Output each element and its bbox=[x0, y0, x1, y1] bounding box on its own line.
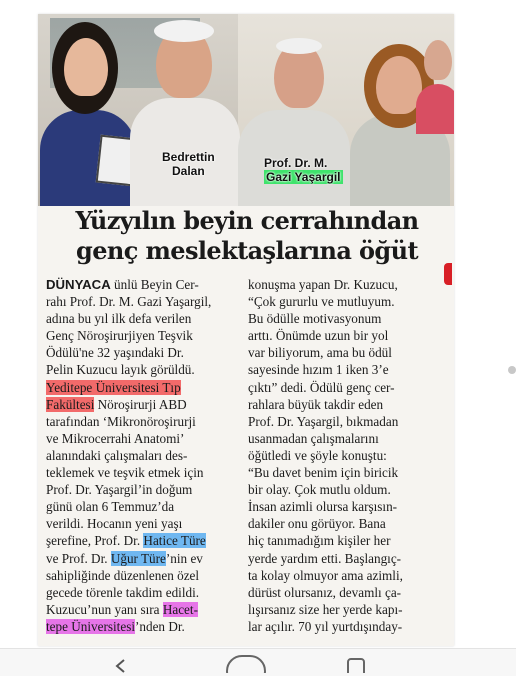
article-text: lışırsanız size her yerde kapı- bbox=[248, 601, 403, 617]
article-line bbox=[46, 464, 242, 481]
article-text: bir olay. Çok mutlu oldum. bbox=[248, 482, 391, 498]
article-text: ünlü Beyin Cer- bbox=[110, 277, 199, 292]
article-text: “Bu davet benim için biricik bbox=[248, 465, 399, 481]
article-text: ta kolay olmuyor ama azimli, bbox=[248, 567, 403, 583]
caption-left-line: Bedrettin bbox=[162, 150, 215, 164]
person-hair bbox=[276, 38, 322, 54]
article-line bbox=[248, 584, 444, 601]
article-line bbox=[46, 584, 242, 601]
article-text: Bu ödülle motivasyonum bbox=[248, 311, 382, 327]
article-text: verildi. Hocanın yeni yaşı bbox=[46, 516, 183, 532]
article-line bbox=[46, 481, 242, 498]
article-text: İnsan azimli olursa karşısın- bbox=[248, 499, 398, 515]
article-line bbox=[46, 413, 242, 430]
article-text: sayesinde hızım 1 iken 3’e bbox=[248, 362, 389, 378]
article-text: ve Prof. Dr. bbox=[46, 550, 111, 566]
article-line bbox=[46, 515, 242, 532]
article-line bbox=[248, 361, 444, 378]
article-line bbox=[248, 601, 444, 618]
article-line bbox=[46, 361, 242, 378]
article-text: Kuzucu’nun yanı sıra bbox=[46, 601, 163, 617]
person-hair bbox=[154, 20, 214, 42]
article-line bbox=[46, 344, 242, 361]
article-text: “Çok gururlu ve mutluyum. bbox=[248, 294, 395, 310]
article-line bbox=[248, 532, 444, 549]
article-line bbox=[248, 567, 444, 584]
highlighted-text: Uğur Türe bbox=[110, 550, 166, 566]
article-text: Nöroşirurji ABD bbox=[94, 396, 187, 412]
article-line bbox=[46, 601, 242, 618]
person-face bbox=[424, 40, 452, 80]
photo-caption-right bbox=[264, 156, 343, 184]
article-text: rahı Prof. Dr. M. Gazi Yaşargil, bbox=[46, 294, 212, 310]
article-text: Genç Nöroşirurjiyen Teşvik bbox=[46, 328, 193, 344]
person-body bbox=[416, 84, 454, 134]
article-line bbox=[248, 344, 444, 361]
article-text: sahipliğinde düzenlenen özel bbox=[46, 567, 200, 583]
article-text: dürüst olursanız, devamlı ça- bbox=[248, 584, 402, 600]
article-line bbox=[248, 498, 444, 515]
caption-right-line: Prof. Dr. M. bbox=[264, 156, 328, 170]
headline-line: Yüzyılın beyin cerrahından bbox=[75, 206, 419, 235]
article-text: usanmadan çalışmalarını bbox=[248, 430, 379, 446]
article-line bbox=[248, 327, 444, 344]
article-line bbox=[248, 464, 444, 481]
headline bbox=[42, 206, 452, 266]
newspaper-clipping bbox=[38, 14, 454, 646]
article-line bbox=[248, 396, 444, 413]
article-text: Prof. Dr. Yaşargil’in doğum bbox=[46, 482, 193, 498]
article-text: şerefine, Prof. Dr. bbox=[46, 533, 144, 549]
article-text: yerde yardım etti. Başlangıç- bbox=[248, 550, 402, 566]
article-line bbox=[248, 310, 444, 327]
article-line bbox=[248, 447, 444, 464]
article-text: Ödülü'ne 32 yaşındaki Dr. bbox=[46, 345, 184, 361]
highlighted-text: Yeditepe Üniversitesi Tıp bbox=[46, 379, 181, 395]
article-line bbox=[46, 276, 242, 293]
article-line bbox=[46, 447, 242, 464]
article-text: ’nden Dr. bbox=[135, 618, 185, 634]
article-line bbox=[248, 293, 444, 310]
article-line bbox=[46, 532, 242, 549]
article-text: konuşma yapan Dr. Kuzucu, bbox=[248, 277, 398, 292]
highlighted-text: Hacet- bbox=[162, 601, 198, 617]
caption-right-highlight: Gazi Yaşargil bbox=[266, 170, 341, 184]
back-icon[interactable] bbox=[112, 659, 130, 678]
bookmark-marker bbox=[444, 263, 452, 285]
person-face bbox=[64, 38, 108, 96]
article-line bbox=[248, 550, 444, 567]
article-line bbox=[248, 481, 444, 498]
article-text: arttı. Önümde uzun bir yol bbox=[248, 328, 389, 344]
article-text: ve Mikrocerrahi Anatomi’ bbox=[46, 430, 185, 446]
article-text: günü olan 6 Temmuz’da bbox=[46, 499, 175, 515]
article-line bbox=[46, 567, 242, 584]
article-text: gecede törenle takdim edildi. bbox=[46, 584, 200, 600]
article-text: lar açılır. 70 yıl yurtdışınday- bbox=[248, 618, 403, 634]
article-line bbox=[46, 550, 242, 567]
article-text: Prof. Dr. Yaşargil, bıkmadan bbox=[248, 413, 399, 429]
article-line bbox=[46, 379, 242, 396]
article-line bbox=[248, 618, 444, 635]
highlighted-text: tepe Üniversitesi bbox=[46, 618, 135, 634]
article-text: çıktı” dedi. Ödülü genç cer- bbox=[248, 379, 395, 395]
headline-line: genç meslektaşlarına öğüt bbox=[76, 236, 418, 265]
article-text: var biliyorum, ama bu ödül bbox=[248, 345, 392, 361]
article-line bbox=[46, 327, 242, 344]
article-text: adına bu yıl ilk defa verilen bbox=[46, 311, 192, 327]
article-line bbox=[248, 379, 444, 396]
article-text: tarafından ‘Mikronöroşirurji bbox=[46, 413, 196, 429]
article-line bbox=[46, 310, 242, 327]
article-line bbox=[248, 413, 444, 430]
caption-left-line: Dalan bbox=[171, 164, 205, 178]
highlighted-text: Fakültesi bbox=[46, 396, 95, 412]
article-text: alanındaki çalışmaları des- bbox=[46, 447, 188, 463]
article-text: ’nin ev bbox=[165, 550, 203, 566]
photo-caption-left bbox=[162, 150, 215, 178]
article-line bbox=[248, 430, 444, 447]
article-line bbox=[248, 515, 444, 532]
lead-word: DÜNYACA bbox=[46, 277, 111, 292]
article-text: rahlara büyük takdir eden bbox=[248, 396, 384, 412]
article-text: hiç tanımadığım kişiler her bbox=[248, 533, 391, 549]
news-photo bbox=[38, 14, 454, 206]
highlighted-text: Hatice Türe bbox=[143, 533, 206, 549]
scroll-indicator bbox=[508, 366, 516, 374]
article-text: öğütledi ve şöyle konuştu: bbox=[248, 447, 387, 463]
article-column-left bbox=[46, 276, 242, 635]
article-line bbox=[46, 396, 242, 413]
system-navigation-bar bbox=[0, 648, 516, 676]
article-line bbox=[46, 618, 242, 635]
article-text: teklemek ve teşvik etmek için bbox=[46, 465, 204, 481]
article-column-right bbox=[248, 276, 444, 635]
article-text: Pelin Kuzucu layık görüldü. bbox=[46, 362, 195, 378]
article-line bbox=[46, 430, 242, 447]
article-text: dakiler onu görüyor. Bana bbox=[248, 516, 386, 532]
article-line bbox=[248, 276, 444, 293]
article-line bbox=[46, 498, 242, 515]
article-line bbox=[46, 293, 242, 310]
